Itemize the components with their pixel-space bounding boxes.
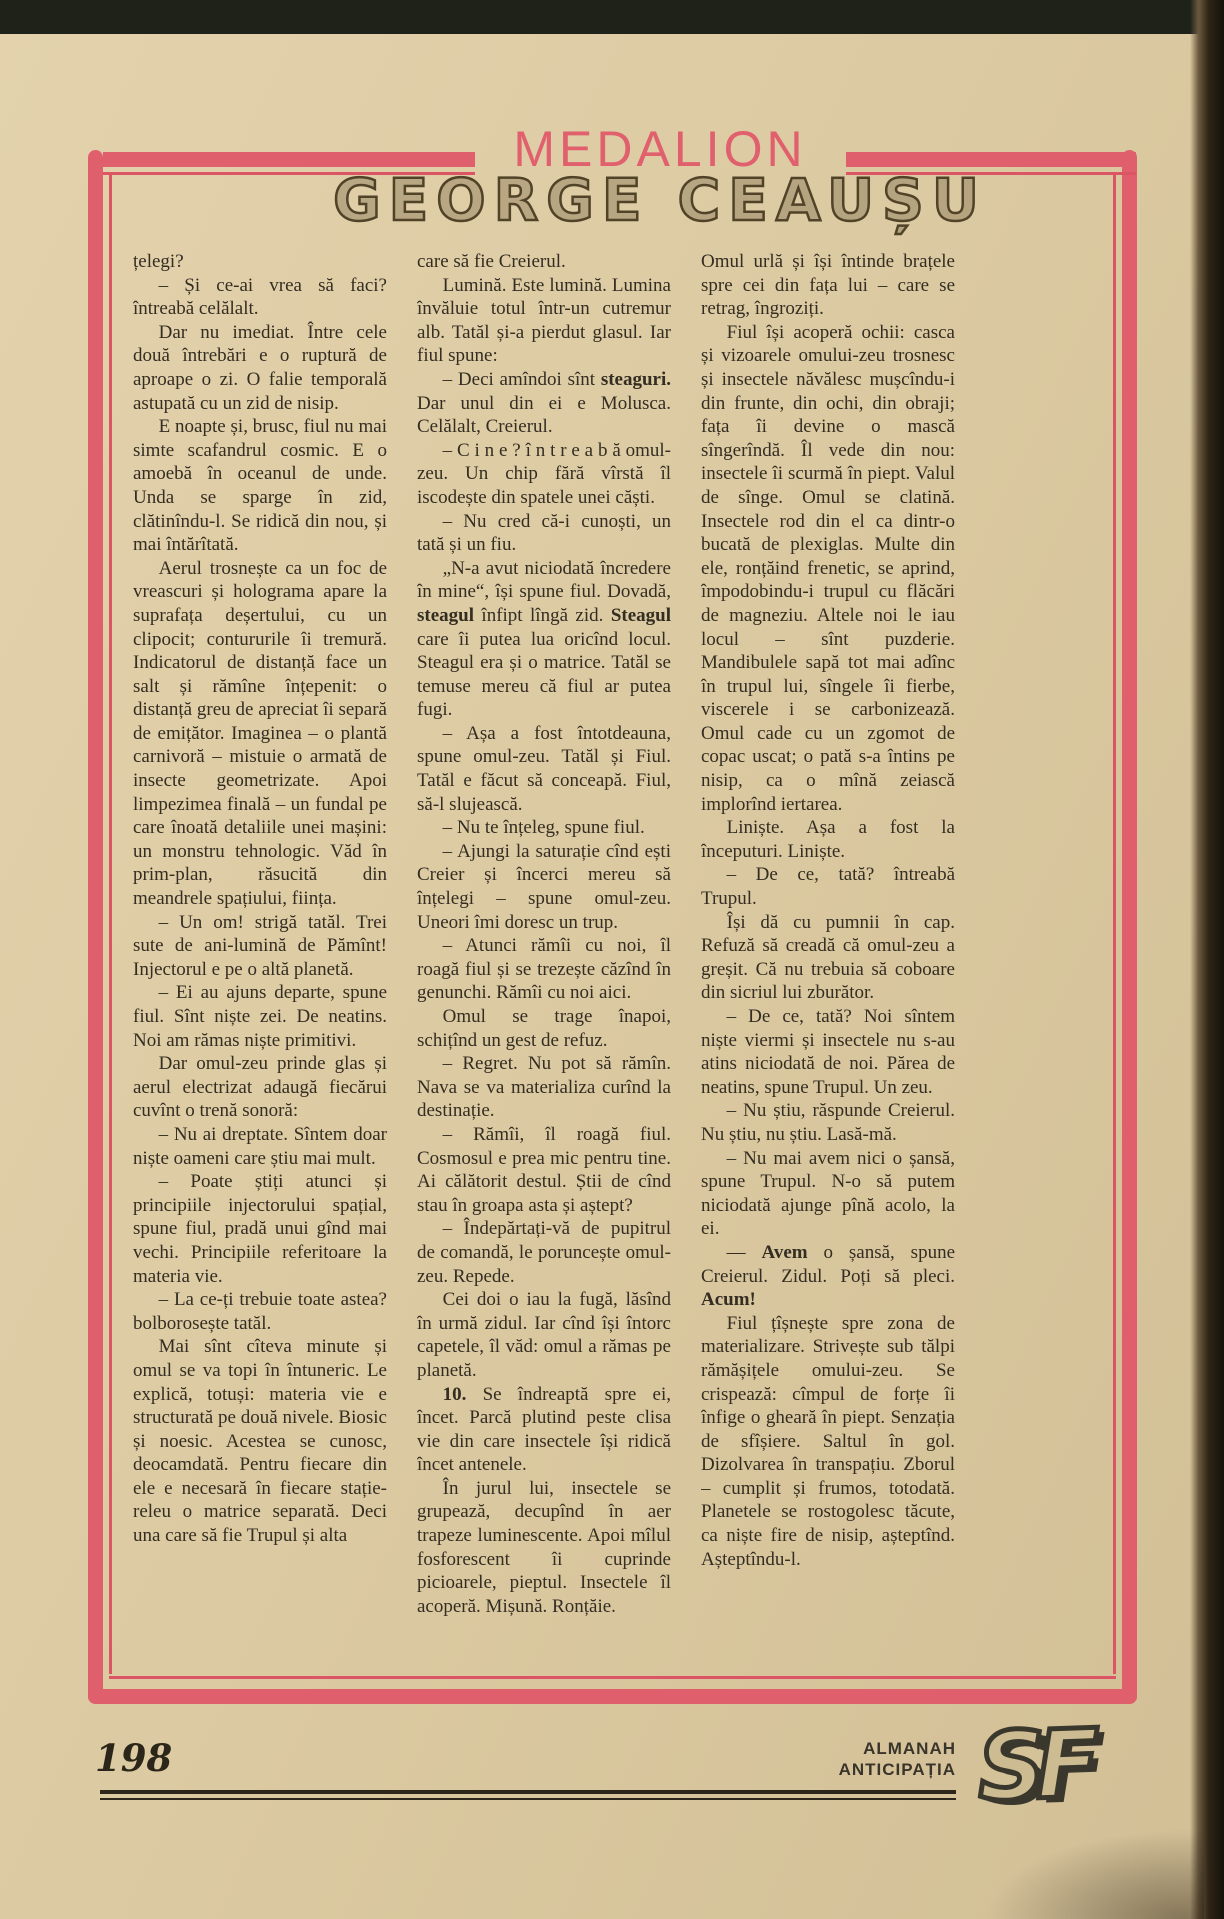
- paragraph: Mai sînt cîteva minute și omul se va topi în întuneric. Le explică, totuși: materia vie e structurată pe două nivele. Biosic și noesic. Acestea se cunosc, deocamdată. Pentru fiecare din ele e necesară în fiecare stație-releu o matrice separată. Deci una care să fie Trupul și alta: [133, 1336, 387, 1547]
- paragraph: – Nu știu, răspunde Creierul. Nu știu, nu știu. Lasă-mă.: [701, 1100, 955, 1145]
- frame-right-thin-rule: [1113, 172, 1116, 1674]
- frame-left-thin-rule: [109, 172, 112, 1674]
- frame-left-band: [88, 150, 103, 1704]
- paragraph: – Nu mai avem nici o șansă, spune Trupul. N-o să putem niciodată ajunge pînă acolo, la ei.: [701, 1147, 955, 1240]
- paragraph: – C i n e ? î n t r e a b ă omul-zeu. Un chip fără vîrstă îl iscodește din spatele unei căști.: [417, 439, 671, 508]
- paragraph: – Deci amîndoi sînt steaguri. Dar unul din ei e Molusca. Celălalt, Creierul.: [417, 368, 671, 438]
- paragraph: Dar omul-zeu prinde glas și aerul electrizat adaugă fiecărui cuvînt o trenă sonoră:: [133, 1053, 387, 1122]
- paragraph: – Ei au ajuns departe, spune fiul. Sînt niște zei. De neatins. Noi am rămas niște primitivi.: [133, 982, 387, 1051]
- text-column-left: [133, 250, 387, 1670]
- paragraph: țelegi?: [133, 251, 184, 272]
- book-binding-shadow: [1190, 0, 1224, 1919]
- text-column-right: [701, 250, 955, 1670]
- frame-right-band: [1122, 150, 1137, 1704]
- paragraph: – La ce-ți trebuie toate astea? bolborosește tatăl.: [133, 1289, 387, 1334]
- paragraph: Aerul trosnește ca un foc de vreascuri și holograma apare la suprafața deșertului, cu un clipocit; contururile îi tremură. Indicatorul de distanță face un salt și rămîne înțepenit: o distanță greu de apreciat îi separă de emițător. Imaginea – o plantă carnivoră – mistuie o armată de insecte geometrizate. Apoi limpezimea finală – un fundal pe care înoată detaliile unei mașini: un monstru tehnologic. Văd în prim-plan, răsucită din meandrele spațiului, ființa.: [133, 557, 387, 910]
- paragraph: – Nu te înțeleg, spune fiul.: [442, 817, 645, 839]
- paragraph: Dar nu imediat. Între cele două întrebări e o ruptură de aproape o zi. O falie temporală astupată cu un zid de nisip.: [133, 321, 387, 414]
- paragraph: Lumină. Este lumină. Lumina învăluie totul într-un cutremur alb. Tatăl și-a pierdut glasul. Iar fiul spune:: [417, 274, 671, 367]
- section-title: MEDALION: [513, 121, 807, 177]
- paragraph: Liniște. Așa a fost la începuturi. Liniște.: [701, 817, 955, 862]
- scan-top-edge: [0, 0, 1224, 34]
- page-number: 198: [95, 1736, 173, 1780]
- paragraph: – De ce, tată? întreabă Trupul.: [701, 864, 955, 910]
- paragraph: Fiul își acoperă ochii: casca și vizoarele omului-zeu trosnesc și insectele năvălesc mușcîndu-i din frunte, din ochi, din obraji; fața îi devine o mască sîngerîndă. Îl vede din nou: insectele îi scurmă în piept. Valul de sînge. Omul se clatină. Insectele rod din el ca dintr-o bucată de plexiglas. Multe din ele, ronțăind frenetic, se aprind, împodobindu-i trupul cu flăcări de magneziu. Altele noi le iau locul – sînt puzderie. Mandibulele sapă tot mai adînc în trupul lui, sîngele îi fierbe, viscerele i se carbonizează. Omul cade cu un zgomot de copac uscat; o pată s-a întins pe nisip, ca o mînă zeiască implorînd iertarea.: [701, 321, 955, 815]
- paragraph: – Regret. Nu pot să rămîn. Nava se va materializa curînd la destinație.: [417, 1053, 671, 1122]
- publication-line1: ALMANAH: [863, 1739, 956, 1758]
- paragraph: Își dă cu pumnii în cap. Refuză să creadă că omul-zeu a greșit. Că nu trebuia să coboare din sicriul lui zburător.: [701, 911, 955, 1004]
- article-body: [133, 250, 955, 1670]
- paragraph: – Așa a fost întotdeauna, spune omul-zeu. Tatăl și Fiul. Tatăl e făcut să conceapă. Fiul, să-l slujească.: [417, 722, 671, 815]
- paragraph: — Avem o șansă, spune Creierul. Zidul. Poți să pleci. Acum!: [701, 1241, 955, 1311]
- paragraph: – Poate știți atunci și principiile injectorului spațial, spune fiul, pradă unui gînd mai vechi. Principiile referitoare la materia vie.: [133, 1171, 387, 1287]
- paragraph: Cei doi o iau la fugă, lăsînd în urmă zidul. Iar cînd își întorc capetele, îl văd: omul a rămas pe planetă.: [417, 1289, 671, 1381]
- paragraph: – Atunci rămîi cu noi, îl roagă fiul și se trezește căzînd în genunchi. Rămîi cu noi aici.: [417, 935, 671, 1004]
- paragraph: – Nu ai dreptate. Sîntem doar niște oameni care știu mai mult.: [133, 1123, 387, 1169]
- paragraph: E noapte și, brusc, fiul nu mai simte scafandrul cosmic. E o amoebă în oceanul de unde. Unda se sparge în zid, clătinîndu-l. Se ridică din nou, și mai întărîtată.: [133, 416, 387, 556]
- paragraph: – Îndepărtați-vă de pupitrul de comandă, le poruncește omul-zeu. Repede.: [417, 1218, 671, 1287]
- frame-bottom-thin-rule: [109, 1676, 1116, 1679]
- paragraph: În jurul lui, insectele se grupează, decupînd în aer trapeze luminescente. Apoi mîlul fosforescent îi cuprinde picioarele, pieptul. Insectele îl acoperă. Mișună. Ronțăie.: [417, 1477, 671, 1617]
- paragraph: care să fie Creierul.: [417, 251, 566, 272]
- paragraph: – Rămîi, îl roagă fiul. Cosmosul e prea mic pentru tine. Ai călătorit destul. Știi de cînd stau în groapa asta și aștept?: [417, 1123, 671, 1216]
- footer-double-rule: [100, 1790, 956, 1800]
- paragraph: – Nu cred că-i cunoști, un tată și un fiu.: [417, 510, 671, 556]
- paragraph: – Și ce-ai vrea să faci? întreabă celălalt.: [133, 274, 387, 320]
- publication-name: [700, 1738, 956, 1780]
- publication-line2: ANTICIPAȚIA: [838, 1760, 956, 1779]
- frame-bottom-band: [88, 1689, 1137, 1704]
- scan-corner-shadow: [984, 1829, 1204, 1919]
- paragraph: – De ce, tată? Noi sîntem niște viermi și insectele nu s-au atins niciodată de noi. Părea de neatins, spune Trupul. Un zeu.: [701, 1006, 955, 1098]
- text-column-middle: [417, 250, 671, 1670]
- author-title: GEORGE CEAUȘU: [333, 166, 987, 234]
- paragraph: Omul urlă și își întinde brațele spre cei din fața lui – care se retrag, îngroziți.: [701, 251, 955, 320]
- paragraph: 10. Se îndreaptă spre ei, încet. Parcă plutind peste clisa vie din care insectele își ridică încet antenele.: [417, 1383, 671, 1476]
- paragraph: – Un om! strigă tatăl. Trei sute de ani-lumină de Pămînt! Injectorul e pe o altă planetă.: [133, 911, 387, 980]
- sf-logo: SF: [976, 1710, 1092, 1823]
- paragraph: Fiul țîșnește spre zona de materializare. Strivește sub tălpi rămășițele omului-zeu. Se crispează: cîmpul de forțe îi înfige o gheară în piept. Senzația de sfîșiere. Saltul în gol. Dizolvarea în transpațiu. Zborul – cumplit și frumos, totodată. Planetele se rostogolesc tăcute, ca niște fire de nisip, așteptînd. Așteptîndu-l.: [701, 1312, 955, 1570]
- paragraph: „N-a avut niciodată încredere în mine“, își spune fiul. Dovadă, steagul înfipt lîngă zid. Steagul care îi putea lua oricînd locul. Steagul era și o matrice. Tatăl se temuse mereu că fiul ar putea fugi.: [417, 557, 671, 721]
- paragraph: – Ajungi la saturație cînd ești Creier și încerci mereu să înțelegi – spune omul-zeu. Uneori îmi doresc un trup.: [417, 840, 671, 933]
- paragraph: Omul se trage înapoi, schițînd un gest de refuz.: [417, 1006, 671, 1051]
